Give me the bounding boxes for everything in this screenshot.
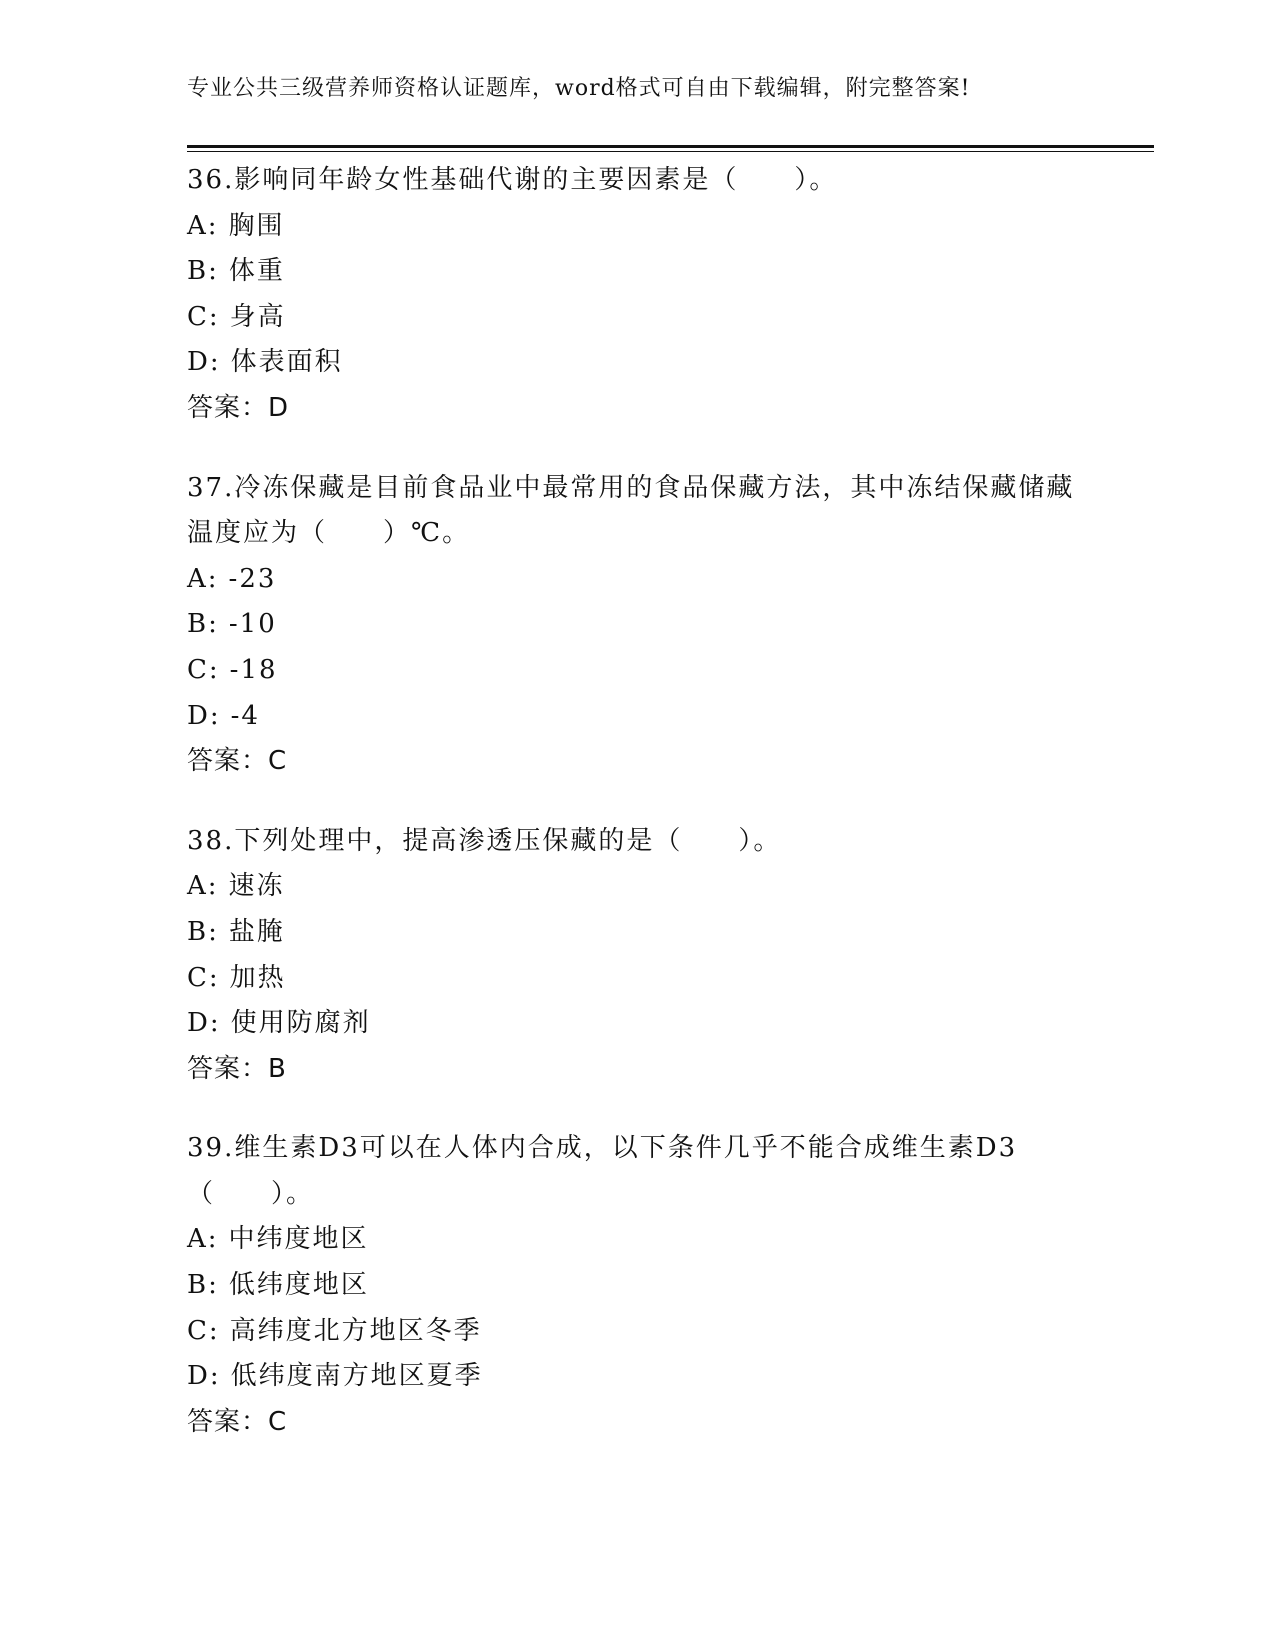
option-prefix: B: <box>187 916 219 947</box>
question-text: 38.下列处理中，提高渗透压保藏的是（ ）。 <box>187 825 782 856</box>
question-39 <box>187 1126 1087 1445</box>
option-b <box>187 910 1087 956</box>
question-list <box>187 158 1087 1479</box>
option-prefix: D: <box>187 700 221 731</box>
option-text: 加热 <box>229 962 286 993</box>
answer-text: 答案：C <box>187 1406 288 1437</box>
page-header: 专业公共三级营养师资格认证题库，word格式可自由下载编辑，附完整答案! <box>187 76 971 101</box>
option-d <box>187 1354 1087 1400</box>
option-prefix: A: <box>187 871 219 902</box>
option-text: -23 <box>228 563 277 594</box>
question-38 <box>187 819 1087 1093</box>
option-d <box>187 1001 1087 1047</box>
option-prefix: B: <box>187 609 219 640</box>
option-d <box>187 694 1087 740</box>
option-text: -10 <box>228 609 277 640</box>
option-prefix: C: <box>187 301 220 332</box>
answer-text: 答案：C <box>187 746 288 777</box>
header-rule-thin <box>187 151 1154 152</box>
option-d <box>187 340 1087 386</box>
option-prefix: A: <box>187 1224 219 1255</box>
option-text: 胸围 <box>228 210 285 241</box>
option-c <box>187 295 1087 341</box>
option-a <box>187 1217 1087 1263</box>
option-a <box>187 557 1087 603</box>
option-c <box>187 956 1087 1002</box>
option-b <box>187 1263 1087 1309</box>
option-text: 中纬度地区 <box>228 1224 369 1255</box>
question-text: 39.维生素D3可以在人体内合成，以下条件几乎不能合成维生素D3（ ）。 <box>187 1133 1018 1209</box>
question-text: 37.冷冻保藏是目前食品业中最常用的食品保藏方法，其中冻结保藏储藏温度应为（ ）℃。 <box>187 472 1075 549</box>
option-c <box>187 648 1087 694</box>
option-text: 速冻 <box>228 871 285 902</box>
option-text: 低纬度南方地区夏季 <box>230 1361 483 1392</box>
question-36 <box>187 158 1087 432</box>
option-text: 体表面积 <box>230 347 343 378</box>
option-a <box>187 864 1087 910</box>
option-prefix: B: <box>187 1270 219 1301</box>
option-prefix: C: <box>187 962 220 993</box>
option-text: -4 <box>230 700 260 731</box>
option-prefix: B: <box>187 256 219 287</box>
option-prefix: A: <box>187 210 219 241</box>
option-b <box>187 602 1087 648</box>
question-text: 36.影响同年龄女性基础代谢的主要因素是（ ）。 <box>187 165 838 195</box>
option-a <box>187 204 1087 250</box>
option-text: -18 <box>229 654 278 685</box>
header-rule-thick <box>187 145 1154 148</box>
option-text: 使用防腐剂 <box>230 1008 371 1039</box>
option-prefix: A: <box>187 563 219 594</box>
option-prefix: D: <box>187 1008 221 1039</box>
option-prefix: D: <box>187 347 221 378</box>
option-text: 高纬度北方地区冬季 <box>229 1315 482 1346</box>
option-text: 体重 <box>228 256 285 287</box>
option-prefix: C: <box>187 1315 220 1346</box>
option-text: 盐腌 <box>228 916 285 947</box>
option-prefix: D: <box>187 1361 221 1392</box>
option-prefix: C: <box>187 654 220 685</box>
option-text: 身高 <box>229 301 286 332</box>
option-b <box>187 249 1087 295</box>
answer-text: 答案：D <box>187 392 290 423</box>
answer-text: 答案：B <box>187 1053 287 1084</box>
question-37 <box>187 466 1087 785</box>
option-c <box>187 1309 1087 1355</box>
option-text: 低纬度地区 <box>228 1270 369 1301</box>
